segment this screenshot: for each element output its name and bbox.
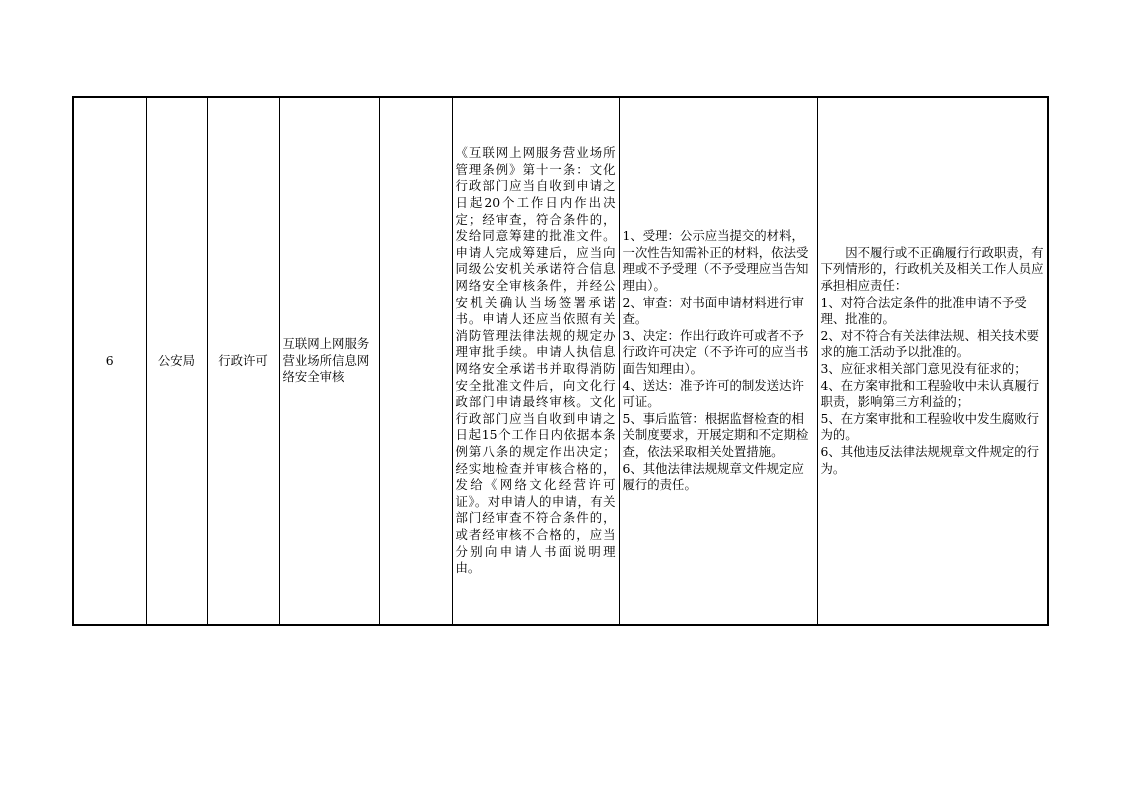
liability-item: 3、应征求相关部门意见没有征求的； bbox=[820, 361, 1027, 376]
liability-intro: 因不履行或不正确履行行政职责，有下列情形的，行政机关及相关工作人员应承担相应责任： bbox=[820, 244, 1044, 294]
responsibility-item: 6、其他法律法规规章文件规定应履行的责任。 bbox=[622, 460, 804, 493]
item-name-cell: 互联网上网服务营业场所信息网络安全审核 bbox=[279, 97, 379, 625]
liability-item: 4、在方案审批和工程验收中未认真履行职责，影响第三方利益的； bbox=[820, 377, 1040, 410]
sub-item-cell bbox=[379, 97, 452, 625]
responsibility-item: 4、送达：准予许可的制发送达许可证。 bbox=[622, 377, 804, 410]
responsibility-item: 3、决定：作出行政许可或者不予行政许可决定（不予许可的应当书面告知理由）。 bbox=[622, 327, 809, 376]
responsibility-item: 1、受理：公示应当提交的材料，一次性告知需补正的材料，依法受理或不予受理（不予受理应当告知理由）。 bbox=[622, 228, 809, 294]
liability-item: 5、在方案审批和工程验收中发生腐败行为的。 bbox=[820, 410, 1040, 443]
responsibility-item: 5、事后监管：根据监督检查的相关制度要求，开展定期和不定期检查，依法采取相关处置措施。 bbox=[622, 410, 809, 459]
table-row bbox=[73, 97, 1048, 625]
department-cell: 公安局 bbox=[146, 97, 207, 625]
liability-item: 6、其他违反法律法规规章文件规定的行为。 bbox=[820, 443, 1040, 476]
index-cell: 6 bbox=[73, 97, 146, 625]
responsibility-item: 2、审查：对书面申请材料进行审查。 bbox=[622, 294, 804, 327]
category-cell: 行政许可 bbox=[207, 97, 279, 625]
liability-cell bbox=[817, 97, 1048, 625]
liability-item: 1、对符合法定条件的批准申请不予受理、批准的。 bbox=[820, 294, 1027, 327]
document-table bbox=[72, 96, 1049, 626]
legal-basis-cell: 《互联网上网服务营业场所管理条例》第十一条：文化行政部门应当自收到申请之日起20个工作日内作出决定；经审查，符合条件的，发给同意筹建的批准文件。申请人完成筹建后，应当向同级公安机关承诺符合信息网络安全审核条件，并经公安机关确认当场签署承诺书。申请人还应当依照有关消防管理法律法规的规定办理审批手续。申请人执信息网络安全承诺书并取得消防安全批准文件后，向文化行政部门申请最终审核。文化行政部门应当自收到申请之日起15个工作日内依据本条例第八条的规定作出决定；经实地检查并审核合格的，发给《网络文化经营许可证》。对申请人的申请，有关部门经审查不符合条件的，或者经审核不合格的，应当分别向申请人书面说明理由。 bbox=[452, 97, 619, 625]
responsibility-cell bbox=[619, 97, 817, 625]
liability-item: 2、对不符合有关法律法规、相关技术要求的施工活动予以批准的。 bbox=[820, 327, 1040, 360]
